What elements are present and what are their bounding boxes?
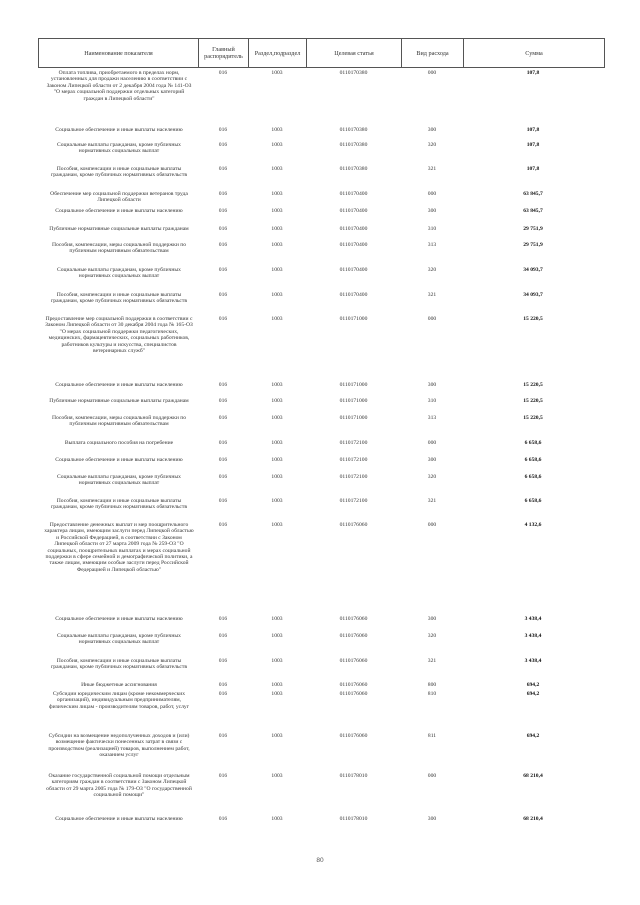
header-sum: Сумма [525,49,543,57]
cell-rz: 1003 [271,398,283,404]
cell-gr: 016 [218,658,228,664]
cell-rz: 1003 [271,816,283,822]
cell-sum: 694,2 [526,682,540,688]
cell-gr: 016 [218,816,228,822]
cell-vr: 320 [427,474,437,480]
cell-cs: 0110176060 [339,691,368,697]
cell-gr: 016 [218,498,228,504]
cell-gr: 016 [218,440,228,446]
table-row [38,682,603,688]
cell-vr: 310 [427,226,437,232]
cell-name: Социальные выплаты гражданам, кроме публичных нормативных социальных выплат [57,474,181,487]
cell-cs: 0110176060 [339,658,368,664]
cell-gr: 016 [218,166,228,172]
cell-vr: 313 [427,415,437,421]
cell-vr: 000 [427,191,437,197]
cell-gr: 016 [218,633,228,639]
table-row [38,691,603,710]
cell-vr: 300 [427,382,437,388]
cell-cs: 0110176060 [339,682,368,688]
cell-cs: 0110172100 [339,474,368,480]
cell-cs: 0110176060 [339,733,368,739]
cell-name: Социальные выплаты гражданам, кроме публичных нормативных социальных выплат [57,142,181,155]
cell-name: Субсидии на возмещение недополученных доходов и (или) возмещение фактически понесенных затрат в связи с производством (реализацией) товаров, выполнением работ, оказанием услуг [48,733,190,759]
cell-sum: 694,2 [526,733,540,739]
table-row [38,267,603,280]
cell-cs: 0110176060 [339,522,368,528]
cell-vr: 321 [427,166,437,172]
cell-name: Социальные выплаты гражданам, кроме публичных нормативных социальных выплат [57,267,181,280]
cell-cs: 0110171000 [339,382,368,388]
header-expense-type: Вид расхода [402,39,464,67]
table-row [38,440,603,446]
cell-name: Публичные нормативные социальные выплаты гражданам [49,226,189,232]
cell-rz: 1003 [271,316,283,322]
cell-rz: 1003 [271,633,283,639]
cell-rz: 1003 [271,415,283,421]
cell-cs: 0110176060 [339,633,368,639]
cell-gr: 016 [218,616,228,622]
cell-vr: 000 [427,440,437,446]
cell-gr: 016 [218,242,228,248]
cell-name: Пособия, компенсации и иные социальные выплаты гражданам, кроме публичных нормативных обязательств [50,292,187,305]
table-row [38,191,603,204]
cell-sum: 3 438,4 [524,633,542,639]
cell-cs: 0110178010 [339,816,368,822]
cell-sum: 107,8 [526,166,540,172]
cell-gr: 016 [218,682,228,688]
cell-name: Субсидии юридическим лицам (кроме некоммерческих организаций), индивидуальным предпринимателям, физическим лицам - производителям товаров, работ, услуг [48,691,190,710]
table-row [38,398,603,404]
cell-name: Социальное обеспечение и иные выплаты населению [55,127,183,133]
cell-cs: 0110172100 [339,498,368,504]
cell-gr: 016 [218,691,228,697]
cell-gr: 016 [218,382,228,388]
cell-gr: 016 [218,70,228,76]
cell-sum: 6 658,6 [524,440,542,446]
cell-cs: 0110172100 [339,440,368,446]
cell-vr: 000 [427,522,437,528]
cell-rz: 1003 [271,498,283,504]
table-row [38,816,603,822]
cell-vr: 321 [427,658,437,664]
cell-rz: 1003 [271,166,283,172]
cell-cs: 0110178010 [339,773,368,779]
table-row [38,415,603,428]
table-row [38,208,603,214]
cell-sum: 3 438,4 [524,658,542,664]
cell-cs: 0110170380 [339,70,368,76]
cell-vr: 000 [427,316,437,322]
table-row [38,142,603,155]
cell-rz: 1003 [271,733,283,739]
cell-cs: 0110171000 [339,316,368,322]
cell-vr: 310 [427,398,437,404]
cell-vr: 800 [427,682,437,688]
cell-rz: 1003 [271,457,283,463]
cell-vr: 300 [427,457,437,463]
cell-gr: 016 [218,292,228,298]
table-header [38,38,605,68]
cell-sum: 34 093,7 [523,292,543,298]
cell-rz: 1003 [271,142,283,148]
cell-name: Социальное обеспечение и иные выплаты населению [55,616,183,622]
cell-cs: 0110170400 [339,191,368,197]
table-row [38,457,603,463]
cell-sum: 15 220,5 [523,382,543,388]
cell-cs: 0110170400 [339,208,368,214]
cell-sum: 15 220,5 [523,398,543,404]
table-row [38,773,603,799]
cell-vr: 320 [427,633,437,639]
cell-sum: 694,2 [526,691,540,697]
header-main-manager: Главный распорядитель [199,39,249,67]
cell-name: Пособия, компенсации и иные социальные выплаты гражданам, кроме публичных нормативных обязательств [50,498,187,511]
cell-rz: 1003 [271,773,283,779]
cell-sum: 15 220,5 [523,316,543,322]
table-row [38,316,603,354]
table-row [38,127,603,133]
cell-name: Пособия, компенсации и иные социальные выплаты гражданам, кроме публичных нормативных обязательств [50,166,187,179]
cell-name: Пособия, компенсации и иные социальные выплаты гражданам, кроме публичных нормативных обязательств [50,658,187,671]
cell-gr: 016 [218,398,228,404]
cell-rz: 1003 [271,691,283,697]
cell-gr: 016 [218,127,228,133]
cell-cs: 0110170400 [339,226,368,232]
cell-gr: 016 [218,316,228,322]
cell-rz: 1003 [271,191,283,197]
cell-sum: 29 751,9 [523,226,543,232]
cell-name: Социальное обеспечение и иные выплаты населению [55,208,183,214]
cell-name: Оказание государственной социальной помощи отдельным категориям граждан в соответствии с Законом Липецкой области от 29 марта 2005 года № 179-ОЗ "О государственной социальной помощи" [46,773,192,799]
cell-sum: 68 210,4 [523,773,543,779]
cell-gr: 016 [218,733,228,739]
cell-gr: 016 [218,415,228,421]
cell-rz: 1003 [271,208,283,214]
cell-rz: 1003 [271,70,283,76]
table-row [38,733,603,759]
cell-name: Оплата топлива, приобретаемого в пределах норм, установленных для продажи населению в соответствии с Законом Липецкой области от 2 декабря 2004 года № 141-ОЗ "О мерах социальной поддержки отдельных категорий граждан в Липецкой области" [46,70,192,102]
cell-vr: 321 [427,292,437,298]
cell-rz: 1003 [271,440,283,446]
table-row [38,292,603,305]
table-row [38,242,603,255]
cell-gr: 016 [218,208,228,214]
cell-cs: 0110171000 [339,398,368,404]
cell-sum: 6 658,6 [524,457,542,463]
cell-name: Социальные выплаты гражданам, кроме публичных нормативных социальных выплат [57,633,181,646]
cell-cs: 0110170380 [339,166,368,172]
cell-cs: 0110171000 [339,415,368,421]
cell-vr: 320 [427,142,437,148]
cell-name: Социальное обеспечение и иные выплаты населению [55,816,183,822]
cell-gr: 016 [218,457,228,463]
table-row [38,382,603,388]
cell-vr: 000 [427,70,437,76]
cell-gr: 016 [218,522,228,528]
cell-name: Пособия, компенсации, меры социальной поддержки по публичным нормативным обязательствам [51,415,187,428]
table-row [38,522,603,573]
table-row [38,616,603,622]
cell-sum: 68 210,4 [523,816,543,822]
cell-vr: 300 [427,127,437,133]
cell-sum: 107,8 [526,142,540,148]
cell-gr: 016 [218,474,228,480]
cell-name: Выплата социального пособия на погребение [64,440,174,446]
cell-cs: 0110170400 [339,267,368,273]
cell-vr: 000 [427,773,437,779]
cell-sum: 34 093,7 [523,267,543,273]
cell-rz: 1003 [271,522,283,528]
cell-cs: 0110170400 [339,242,368,248]
cell-cs: 0110176060 [339,616,368,622]
cell-rz: 1003 [271,616,283,622]
cell-rz: 1003 [271,474,283,480]
header-target-article: Целевая статья [307,39,402,67]
cell-name: Публичные нормативные социальные выплаты гражданам [49,398,189,404]
cell-name: Предоставление мер социальной поддержки в соответствии с Законом Липецкой области от 30 декабря 2004 года № 165-ОЗ "О мерах социальной поддержки педагогических, медицинских, фармацевтических, социальных работников, работников культуры и искусства, специалистов ветеринарных служб" [45,316,193,355]
cell-sum: 63 845,7 [523,191,543,197]
cell-rz: 1003 [271,226,283,232]
cell-vr: 320 [427,267,437,273]
cell-rz: 1003 [271,382,283,388]
cell-rz: 1003 [271,658,283,664]
cell-sum: 29 751,9 [523,242,543,248]
cell-sum: 4 132,6 [524,522,542,528]
cell-cs: 0110170380 [339,127,368,133]
cell-gr: 016 [218,142,228,148]
cell-name: Пособия, компенсации, меры социальной поддержки по публичным нормативным обязательствам [51,242,187,255]
cell-sum: 107,8 [526,70,540,76]
table-row [38,498,603,511]
cell-vr: 300 [427,208,437,214]
cell-name: Социальное обеспечение и иные выплаты населению [55,382,183,388]
cell-vr: 300 [427,616,437,622]
cell-sum: 3 438,4 [524,616,542,622]
cell-cs: 0110172100 [339,457,368,463]
cell-vr: 810 [427,691,437,697]
cell-sum: 63 845,7 [523,208,543,214]
cell-gr: 016 [218,773,228,779]
cell-cs: 0110170400 [339,292,368,298]
cell-name: Предоставление денежных выплат и мер поощрительного характера лицам, имеющим заслуги перед Липецкой областью и Российской Федерацией, в соответствии с Законом Липецкой области от 27 марта 2009 года № 259-ОЗ "О социальных, поощрительных выплатах и мерах социальной поддержки в сфере семейной и демографической политики, а также лицам, имеющим особые заслуги перед Российской Федерацией и Липецкой областью" [44,522,194,573]
cell-sum: 107,8 [526,127,540,133]
cell-rz: 1003 [271,127,283,133]
table-row [38,658,603,671]
header-section: Раздел,подраздел [249,39,307,67]
cell-vr: 300 [427,816,437,822]
table-row [38,474,603,487]
table-row [38,166,603,179]
table-row [38,70,603,102]
cell-rz: 1003 [271,267,283,273]
cell-rz: 1003 [271,242,283,248]
cell-name: Обеспечение мер социальной поддержки ветеранов труда Липецкой области [50,191,188,204]
cell-gr: 016 [218,226,228,232]
cell-sum: 15 220,5 [523,415,543,421]
page-number: 80 [316,857,324,864]
cell-cs: 0110170380 [339,142,368,148]
cell-vr: 811 [427,733,437,739]
cell-sum: 6 658,6 [524,474,542,480]
cell-sum: 6 658,6 [524,498,542,504]
cell-vr: 313 [427,242,437,248]
cell-gr: 016 [218,191,228,197]
cell-vr: 321 [427,498,437,504]
cell-rz: 1003 [271,292,283,298]
header-name: Наименование показателя [39,39,199,67]
cell-rz: 1003 [271,682,283,688]
table-row [38,226,603,232]
cell-gr: 016 [218,267,228,273]
cell-name: Иные бюджетные ассигнования [81,682,157,688]
cell-name: Социальное обеспечение и иные выплаты населению [55,457,183,463]
table-row [38,633,603,646]
